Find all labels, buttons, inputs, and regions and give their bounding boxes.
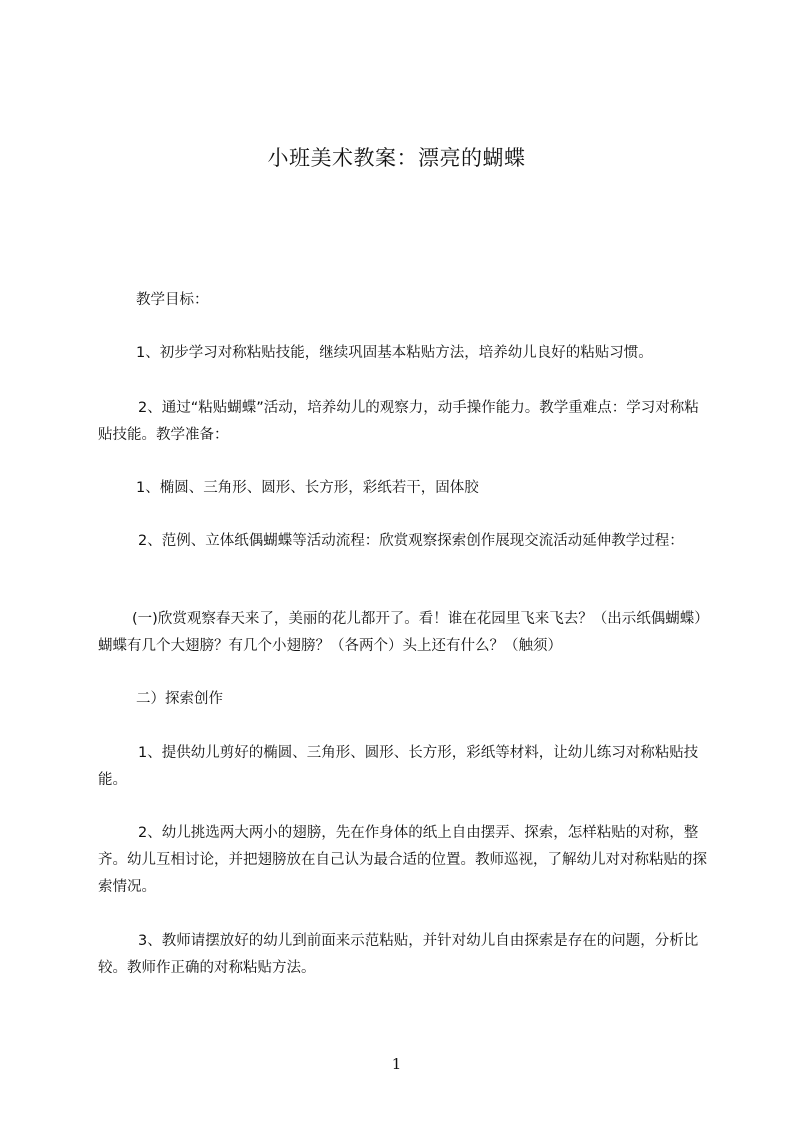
paragraph-explore-1: 1、提供幼儿剪好的椭圆、三角形、圆形、长方形，彩纸等材料，让幼儿练习对称粘贴技能。 [98, 745, 699, 788]
paragraph-explore-heading: 二）探索创作 [136, 691, 223, 707]
document-title: 小班美术教案：漂亮的蝴蝶 [267, 146, 526, 170]
page-number: 1 [391, 1055, 402, 1073]
paragraph-observe-appreciate: (一)欣赏观察春天来了，美丽的花儿都开了。看！谁在花园里飞来飞去？（出示纸偶蝴蝶）蝴蝶有几个大翅膀？有几个小翅膀？（各两个）头上还有什么？（触须） [98, 611, 709, 654]
paragraph-objectives-heading: 教学目标： [136, 292, 209, 308]
paragraph-preparation-1: 1、椭圆、三角形、圆形、长方形，彩纸若干，固体胶 [136, 480, 479, 496]
paragraph-explore-3: 3、教师请摆放好的幼儿到前面来示范粘贴，并针对幼儿自由探索是存在的问题，分析比较。教师作正确的对称粘贴方法。 [98, 933, 699, 976]
paragraph-objective-2: 2、通过“粘贴蝴蝶”活动，培养幼儿的观察力，动手操作能力。教学重难点：学习对称粘贴技能。教学准备： [98, 400, 699, 443]
paragraph-preparation-2: 2、范例、立体纸偶蝴蝶等活动流程：欣赏观察探索创作展现交流活动延伸教学过程： [138, 533, 684, 549]
paragraph-explore-2: 2、幼儿挑选两大两小的翅膀，先在作身体的纸上自由摆弄、探索，怎样粘贴的对称，整齐。幼儿互相讨论，并把翅膀放在自己认为最合适的位置。教师巡视，了解幼儿对对称粘贴的探索情况。 [98, 825, 707, 895]
paragraph-objective-1: 1、初步学习对称粘贴技能，继续巩固基本粘贴方法，培养幼儿良好的粘贴习惯。 [136, 345, 653, 361]
